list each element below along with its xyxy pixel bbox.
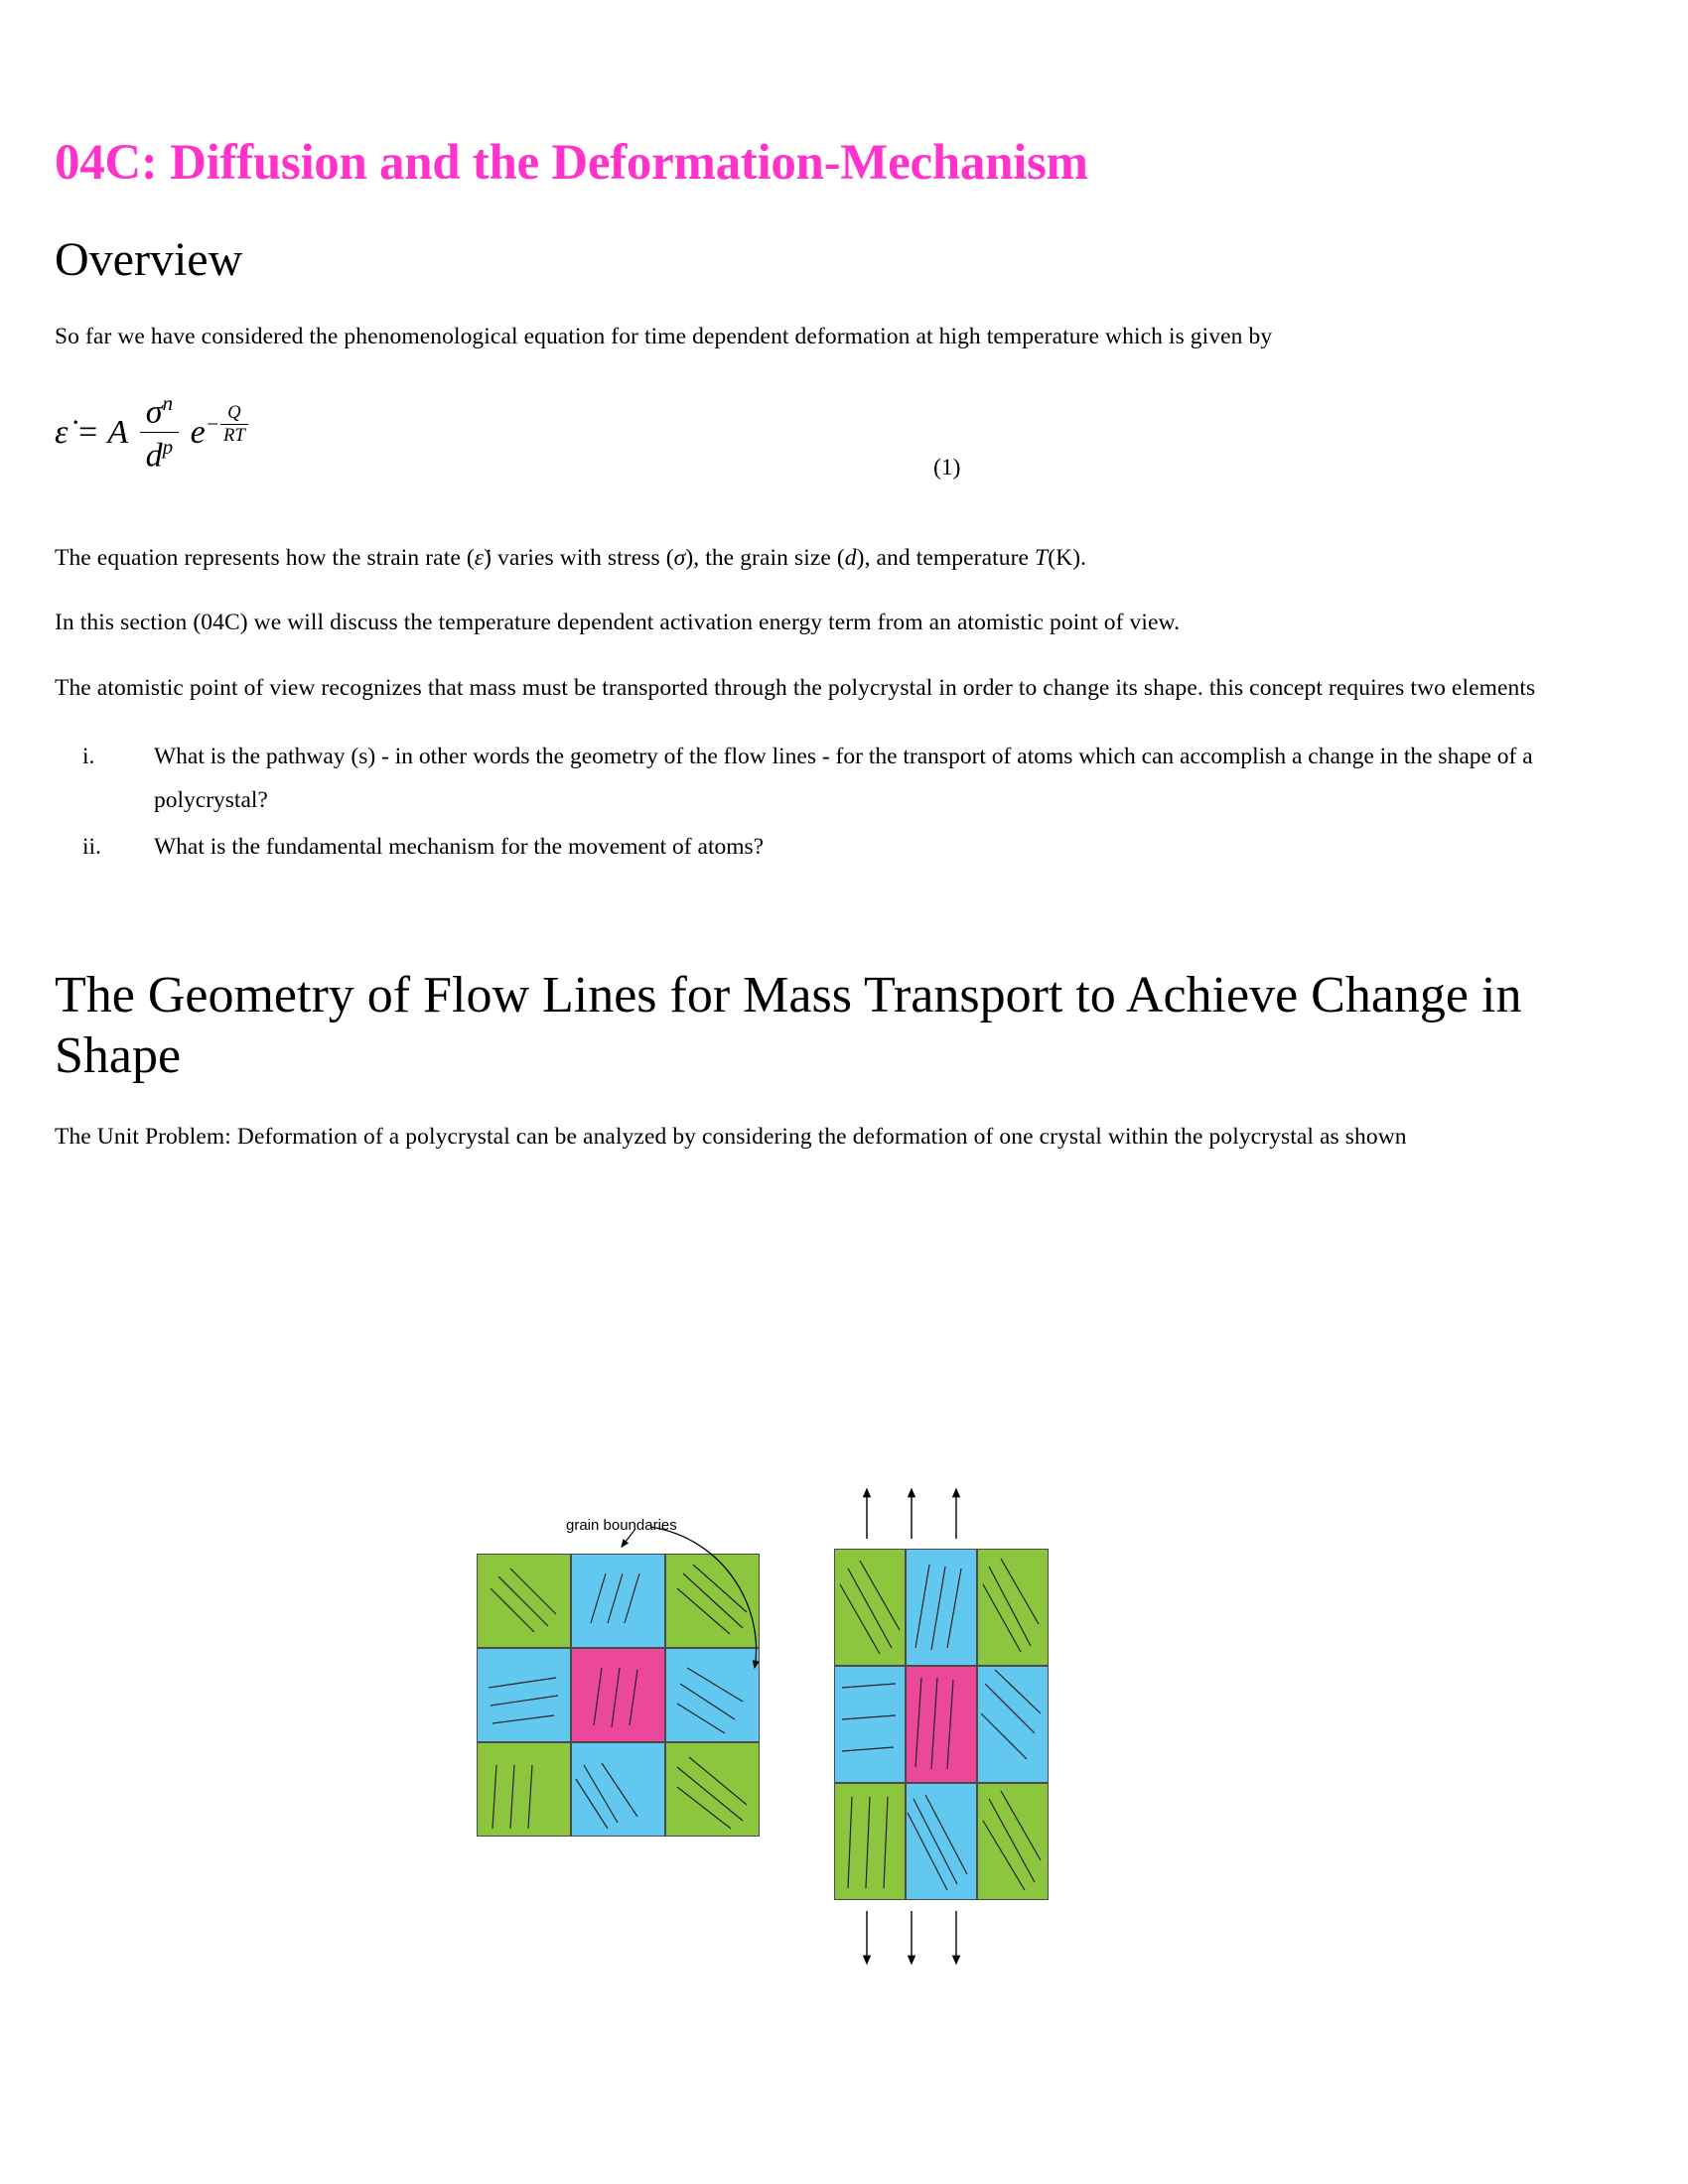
grain-cell-left-2-0 — [477, 1742, 571, 1837]
page-title: 04C: Diffusion and the Deformation-Mechanism — [55, 135, 1088, 191]
overview-p2-e: (K). — [1048, 544, 1087, 571]
grain-cell-right-2-0 — [834, 1783, 906, 1900]
equation-frac-denominator — [140, 433, 180, 475]
grain-cell-right-2-2 — [977, 1783, 1049, 1900]
equation-exp-num: Q — [220, 402, 248, 425]
overview-p2-c: ), the grain size ( — [685, 544, 845, 571]
equation-n-exponent: n — [162, 390, 174, 415]
equation-p-exponent: p — [162, 435, 174, 460]
grain-cell-right-2-1 — [906, 1783, 977, 1900]
overview-paragraph-4: The atomistic point of view recognizes that mass must be transported through the polycrystal in order to change its shape. this concept requires two elements — [55, 674, 1536, 701]
overview-p2-a: The equation represents how the strain rate ( — [55, 544, 475, 571]
grain-cell-left-1-0 — [477, 1648, 571, 1742]
symbol-T: T — [1035, 544, 1049, 571]
symbol-strain-rate: ε̇ — [474, 544, 485, 571]
equation-sigma: σ — [145, 393, 163, 431]
grain-cell-left-0-2 — [665, 1554, 760, 1648]
overview-p2-d: ), and temperature — [856, 544, 1036, 571]
document-body — [55, 134, 1623, 1160]
equation-exp-fraction — [220, 402, 248, 447]
equation-exp-den: RT — [222, 425, 245, 447]
grain-cell-left-0-0 — [477, 1554, 571, 1648]
equation-exp-sign: − — [205, 411, 219, 436]
list-item-marker: ii. — [82, 834, 101, 861]
equation-exp-base: e — [190, 414, 206, 452]
grain-cell-right-0-1 — [906, 1549, 977, 1666]
equation-1 — [55, 390, 1623, 507]
equation-1-math — [55, 390, 248, 478]
grain-cell-right-1-2 — [977, 1666, 1049, 1783]
requirements-list — [55, 736, 1623, 869]
grain-cell-left-1-1 — [571, 1648, 665, 1742]
arrow-tension-top — [867, 1489, 956, 1539]
grain-cell-left-0-1 — [571, 1554, 665, 1648]
list-item-text: What is the fundamental mechanism for the movement of atoms? — [154, 834, 765, 861]
polycrystal-figure — [427, 1489, 1122, 2105]
grain-cell-left-2-2 — [665, 1742, 760, 1837]
grain-cell-right-0-2 — [977, 1549, 1049, 1666]
geometry-paragraph-1: The Unit Problem: Deformation of a polycrystal can be analyzed by considering the deformation of one crystal within the polycrystal as shown — [55, 1124, 1407, 1151]
overview-p2-b: ) varies with stress ( — [484, 544, 674, 571]
overview-paragraph-1: So far we have considered the phenomenological equation for time dependent deformation at high temperature which is given by — [55, 324, 1273, 350]
section-heading-geometry: The Geometry of Flow Lines for Mass Transport to Achieve Change in Shape — [55, 966, 1522, 1085]
grain-cell-right-1-1 — [906, 1666, 977, 1783]
list-item — [55, 736, 1623, 822]
grain-cell-right-1-0 — [834, 1666, 906, 1783]
equation-number: (1) — [933, 454, 961, 480]
list-item — [55, 826, 1623, 869]
equation-lhs: ε̇ = A — [55, 414, 129, 452]
list-item-marker: i. — [82, 744, 95, 770]
section-heading-overview: Overview — [55, 232, 243, 286]
grain-cell-left-2-1 — [571, 1742, 665, 1837]
arrow-tension-bottom — [867, 1911, 956, 1964]
equation-fraction — [140, 391, 180, 476]
overview-paragraph-2 — [55, 537, 1623, 580]
equation-d: d — [145, 437, 163, 475]
grain-cell-left-1-2 — [665, 1648, 760, 1742]
symbol-sigma: σ — [673, 544, 686, 571]
overview-paragraph-3: In this section (04C) we will discuss the temperature dependent activation energy term from an atomistic point of view. — [55, 610, 1181, 636]
list-item-text: What is the pathway (s) - in other words the geometry of the flow lines - for the transport of atoms which can accomplish a change in the shape of a polycrystal? — [154, 744, 1533, 813]
grain-cell-right-0-0 — [834, 1549, 906, 1666]
grain-boundaries-label: grain boundaries — [566, 1517, 677, 1534]
symbol-d: d — [844, 544, 857, 571]
equation-frac-numerator — [140, 391, 180, 433]
